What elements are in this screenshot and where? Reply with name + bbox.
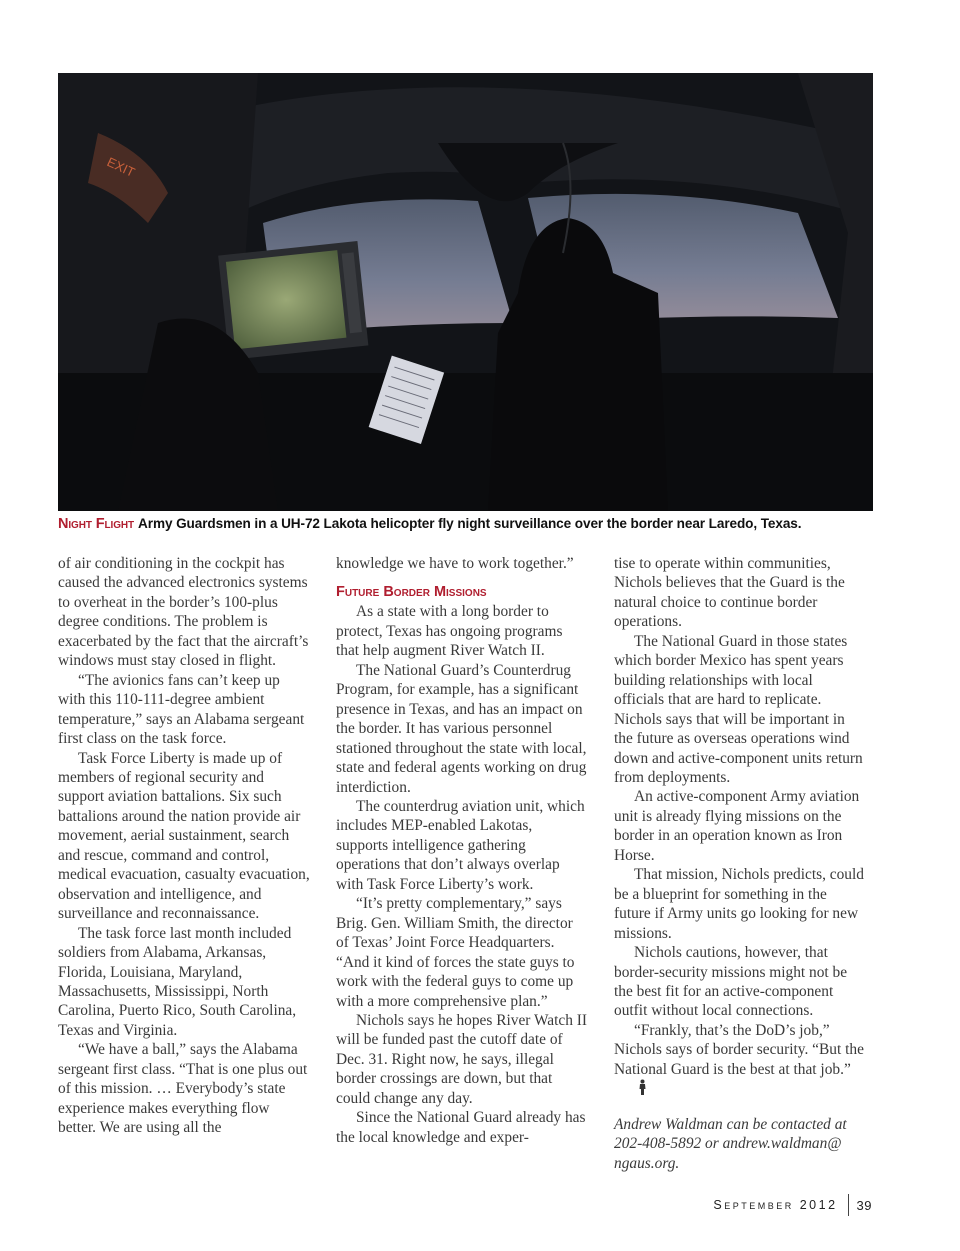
page-number: 39 [856, 1197, 872, 1213]
paragraph: An active-component Army aviation unit is already flying missions on the border in an operation known as Iron Horse. [614, 788, 860, 864]
paragraph: That mission, Nichols predicts, could be a blueprint for something in the future if Army units go looking for new missions. [614, 866, 864, 942]
paragraph: Nichols cautions, however, that border-security missions might not be the best fit for an active-component outfit without local connections. [614, 944, 848, 1020]
exit-sign: EXIT [104, 154, 138, 180]
paragraph: Since the National Guard already has the local knowledge and exper- [336, 1109, 586, 1146]
footer-divider [848, 1194, 849, 1216]
paragraph: “We have a ball,” says the Alabama sergeant first class. “That is one plus out of this mission. … Everybody’s state experience makes everything flow better. We are using all the [58, 1041, 308, 1137]
paragraph: “The avionics fans can’t keep up with this 110-111-degree ambient temperature,” says an Alabama sergeant first class on the task force. [58, 671, 305, 748]
cockpit-photo [58, 73, 873, 511]
paragraph-final [614, 1021, 866, 1101]
paragraph: The National Guard in those states which border Mexico has spent years building relationships with local officials that are hard to replicate. Nichols says that will be important in the future as overseas operations wind down and active-component units return from deployments. [614, 632, 863, 786]
author-contact: Andrew Waldman can be contacted at 202-408-5892 or andrew.waldman@ ngaus.org. [614, 1115, 847, 1172]
paragraph: Nichols says he hopes River Watch II will be funded past the cutoff date of Dec. 31. Right now, he says, illegal border crossings are down, but that could change any day. [336, 1011, 587, 1107]
page-footer [640, 1194, 872, 1216]
caption-label: Night Flight [58, 516, 135, 532]
section-heading: Future Border Missions [336, 584, 487, 601]
paragraph: knowledge we have to work together.” [336, 555, 574, 572]
paragraph: As a state with a long border to protect, Texas has ongoing programs that help augment River Watch II. [336, 603, 563, 660]
text-column-1 [58, 554, 310, 1138]
paragraph: The task force last month included soldiers from Alabama, Arkansas, Florida, Louisiana, Maryland, Massachusetts, Mississippi, North Carolina, Puerto Rico, South Carolina, Texas and Virginia. [58, 924, 297, 1039]
text-column-3 [614, 554, 866, 1173]
paragraph: tise to operate within communities, Nichols believes that the Guard is the natural choice to continue border operations. [614, 555, 845, 631]
minuteman-end-icon [618, 1079, 647, 1100]
paragraph: The National Guard’s Counterdrug Program, for example, has a significant presence in Texas, and has an impact on the border. It has various personnel stationed throughout the state with local, state and federal agents working on drug interdiction. [336, 661, 587, 796]
paragraph: of air conditioning in the cockpit has caused the advanced electronics systems to overheat in the border’s 100-plus degree conditions. The problem is exacerbated by the fact that the aircraft’s windows must stay closed in flight. [58, 555, 309, 670]
paragraph: Task Force Liberty is made up of members of regional security and support aviation battalions. Six such battalions around the nation provide air movement, aerial sustainment, search and rescue, command and control, medical evacuation, casualty evacuation, observation and intelligence, and surveillance and reconnaissance. [58, 749, 310, 923]
final-text: “Frankly, that’s the DoD’s job,” Nichols says of border security. “But the National Guard is the best at that job.” [614, 1021, 864, 1078]
helicopter-cockpit-photo-icon [58, 73, 873, 511]
text-column-2 [336, 554, 588, 1147]
photo-caption [58, 516, 888, 532]
paragraph: “It’s pretty complementary,” says Brig. Gen. William Smith, the director of Texas’ Joint Force Headquarters. “And it kind of forces the state guys to work with the federal guys to come up with a more comprehensive plan.” [336, 895, 575, 1010]
issue-date: September 2012 [713, 1198, 838, 1212]
paragraph: The counterdrug aviation unit, which includes MEP-enabled Lakotas, supports intelligence gathering operations that don’t always overlap with Task Force Liberty’s work. [336, 797, 585, 893]
caption-text: Army Guardsmen in a UH-72 Lakota helicopter fly night surveillance over the border near Laredo, Texas. [138, 516, 802, 531]
